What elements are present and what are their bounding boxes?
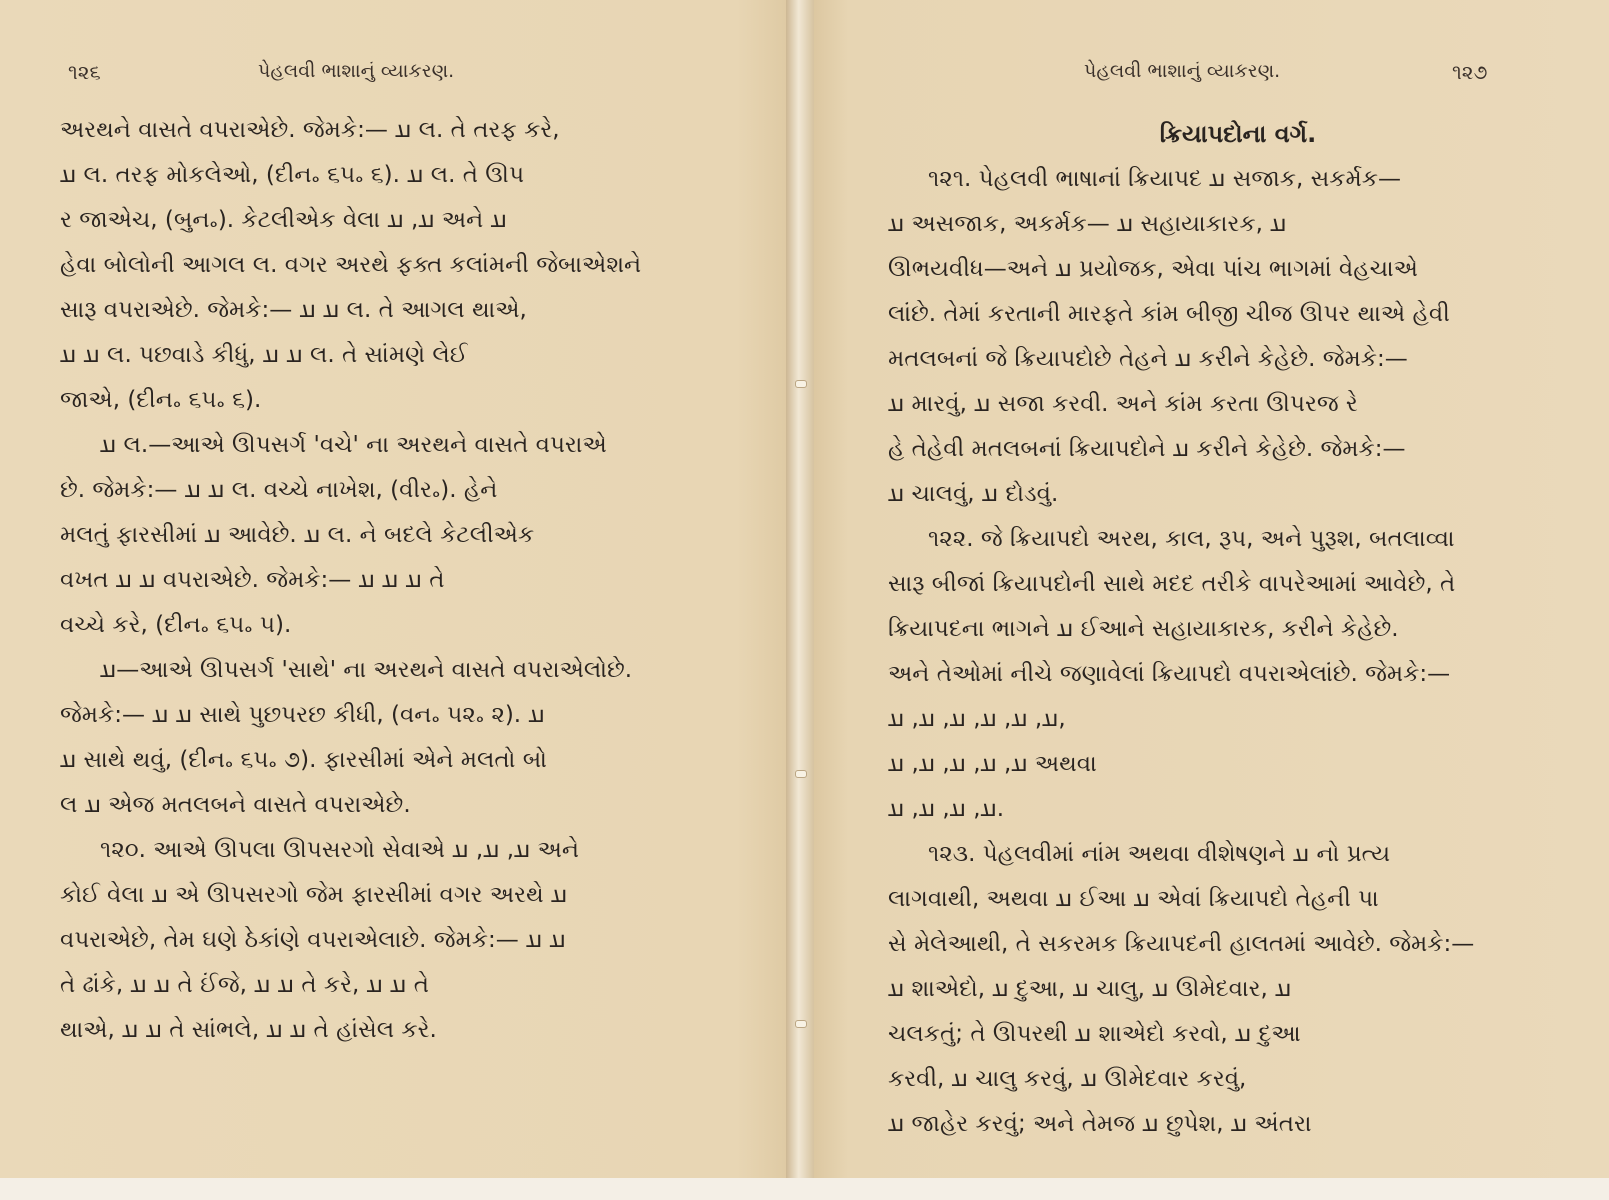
text-line: 𐭠—આએ ઊપસર્ગ 'સાથે' ના અરથને વાસતે વપરાએલોછે.: [100, 657, 633, 683]
text-line: 𐭠 લ. તરફ મોકલેઓ, (દીન૰ ૬૫૰ ૬). 𐭠 લ. તે ઊપ: [60, 162, 525, 188]
text-line: 𐭠 𐭠 લ. પછવાડે કીધું, 𐭠 𐭠 લ. તે સાંમણે લેઈ: [60, 342, 468, 368]
text-line: ક્રિયાપદના ભાગને 𐭠 ઈઆને સહાયાકારક, કરીને કેહેછે.: [888, 616, 1399, 642]
text-line: હે તેહેવી મતલબનાં ક્રિયાપદોને 𐭠 કરીને કેહેછે. જેમકે:—: [888, 436, 1406, 462]
text-line: 𐭠, 𐭠, 𐭠, 𐭠, 𐭠 અથવા: [888, 751, 1097, 777]
text-line: કોઈ વેલા 𐭠 એ ઊપસરગો જેમ ફારસીમાં વગર અરથે 𐭠: [60, 882, 568, 908]
binding-stitch: [795, 770, 807, 778]
text-line: લ 𐭠 એજ મતલબને વાસતે વપરાએછે.: [60, 792, 411, 818]
scan-margin: [0, 1178, 1609, 1200]
text-line: 𐭠 જાહેર કરવું; અને તેમજ 𐭠 છુપેશ, 𐭠 અંતરા: [888, 1111, 1312, 1137]
text-line: થાએ, 𐭠 𐭠 તે સાંભલે, 𐭠 𐭠 તે હાંસેલ કરે.: [60, 1017, 437, 1043]
text-line: કરવી, 𐭠 ચાલુ કરવું, 𐭠 ઊમેદવાર કરવું,: [888, 1066, 1247, 1092]
page-number: ૧૨૭: [1452, 60, 1488, 84]
text-line: તે ઢાંકે, 𐭠 𐭠 તે ઈંજે, 𐭠 𐭠 તે કરે, 𐭠 𐭠 તે: [60, 972, 429, 998]
text-line: વખત 𐭠 𐭠 વપરાએછે. જેમકે:— 𐭠 𐭠 𐭠 તે: [60, 567, 445, 593]
page-body: [888, 157, 1588, 1147]
text-line: 𐭠 સાથે થવું, (દીન૰ ૬૫૰ ૭). ફારસીમાં એને મલતો બો: [60, 747, 547, 773]
text-line: લાગવાથી, અથવા 𐭠 ઈઆ 𐭠 એવાં ક્રિયાપદો તેહની પા: [888, 886, 1379, 912]
binding-stitch: [795, 1020, 807, 1028]
text-line: અરથને વાસતે વપરાએછે. જેમકે:— 𐭠 લ. તે તરફ કરે,: [60, 117, 560, 143]
text-line: જેમકે:— 𐭠 𐭠 સાથે પુછપરછ કીધી, (વન૰ ૫૨૰ ૨). 𐭠: [60, 702, 545, 728]
text-line: 𐭠 મારવું, 𐭠 સજા કરવી. અને કાંમ કરતા ઊપરજ રે: [888, 391, 1358, 417]
right-page: [800, 0, 1609, 1200]
text-line: સારૂ વપરાએછે. જેમકે:— 𐭠 𐭠 લ. તે આગલ થાએ,: [60, 297, 527, 323]
text-line: 𐭠 લ.—આએ ઊપસર્ગ 'વચે' ના અરથને વાસતે વપરાએ: [100, 432, 607, 458]
text-line: મતલબનાં જે ક્રિયાપદોછે તેહને 𐭠 કરીને કેહેછે. જેમકે:—: [888, 346, 1408, 372]
text-line: 𐭠, 𐭠, 𐭠, 𐭠.: [888, 796, 1005, 822]
text-line: 𐭠 ચાલવું, 𐭠 દોડવું.: [888, 481, 1059, 507]
text-line: ચલકતું; તે ઊપરથી 𐭠 શાએદો કરવો, 𐭠 દુઆ: [888, 1021, 1301, 1047]
text-line: સારૂ બીજાં ક્રિયાપદોની સાથે મદદ તરીકે વાપરેઆમાં આવેછે, તે: [888, 571, 1456, 597]
text-line: અને તેઓમાં નીચે જણાવેલાં ક્રિયાપદો વપરાએલાંછે. જેમકે:—: [888, 661, 1451, 687]
text-line: 𐭠 અસજાક, અકર્મક— 𐭠 સહાયાકારક, 𐭠: [888, 211, 1287, 237]
text-line: છે. જેમકે:— 𐭠 𐭠 લ. વચ્ચે નાખેશ, (વીર૰). હેને: [60, 477, 498, 503]
page-number: ૧૨૬: [68, 60, 101, 84]
text-line: 𐭠 શાએદો, 𐭠 દુઆ, 𐭠 ચાલુ, 𐭠 ઊમેદવાર, 𐭠: [888, 976, 1292, 1002]
page-body: [60, 108, 760, 1053]
text-line: ૧૨૧. પેહલવી ભાષાનાં ક્રિયાપદ 𐭠 સજાક, સકર્મક—: [928, 166, 1401, 192]
text-line: વપરાએછે, તેમ ઘણે ઠેકાંણે વપરાએલાછે. જેમકે:— 𐭠 𐭠: [60, 927, 566, 953]
text-line: ર જાએચ, (બુન૰). કેટલીએક વેલા 𐭠, 𐭠 અને 𐭠: [60, 207, 507, 233]
text-line: ૧૨૦. આએ ઊપલા ઊપસરગો સેવાએ 𐭠, 𐭠, 𐭠 અને: [100, 837, 579, 863]
text-line: 𐭠, 𐭠, 𐭠, 𐭠, 𐭠, 𐭠,: [888, 706, 1066, 732]
text-line: ૧૨૨. જે ક્રિયાપદો અરથ, કાલ, રૂપ, અને પુરૂશ, બતલાવ્વા: [928, 526, 1455, 552]
text-line: જાએ, (દીન૰ ૬૫૰ ૬).: [60, 387, 262, 413]
text-line: ઊભયવીધ—અને 𐭠 પ્રયોજક, એવા પાંચ ભાગમાં વેહચાએ: [888, 256, 1418, 282]
text-line: ૧૨૩. પેહલવીમાં નાંમ અથવા વીશેષણને 𐭠 નો પ્રત્ય: [928, 841, 1391, 867]
section-title: ક્રિયાપદોના વર્ગ.: [1159, 120, 1317, 148]
running-head: પેહલવી ભાશાનું વ્યાકરણ.: [1084, 60, 1281, 82]
text-line: વચ્ચે કરે, (દીન૰ ૬૫૰ ૫).: [60, 612, 292, 638]
left-page: [0, 0, 800, 1200]
binding-stitch: [795, 380, 807, 388]
text-line: સે મેલેઆથી, તે સકરમક ક્રિયાપદની હાલતમાં આવેછે. જેમકે:—: [888, 931, 1475, 957]
text-line: હેવા બોલોની આગલ લ. વગર અરથે ફક્ત કલાંમની જેબાએશને: [60, 252, 642, 278]
text-line: લાંછે. તેમાં કરતાની મારફતે કાંમ બીજી ચીજ ઊપર થાએ હેવી: [888, 301, 1450, 327]
running-head: પેહલવી ભાશાનું વ્યાકરણ.: [258, 60, 455, 82]
text-line: મલતું ફારસીમાં 𐭠 આવેછે. 𐭠 લ. ને બદલે કેટલીએક: [60, 522, 535, 548]
